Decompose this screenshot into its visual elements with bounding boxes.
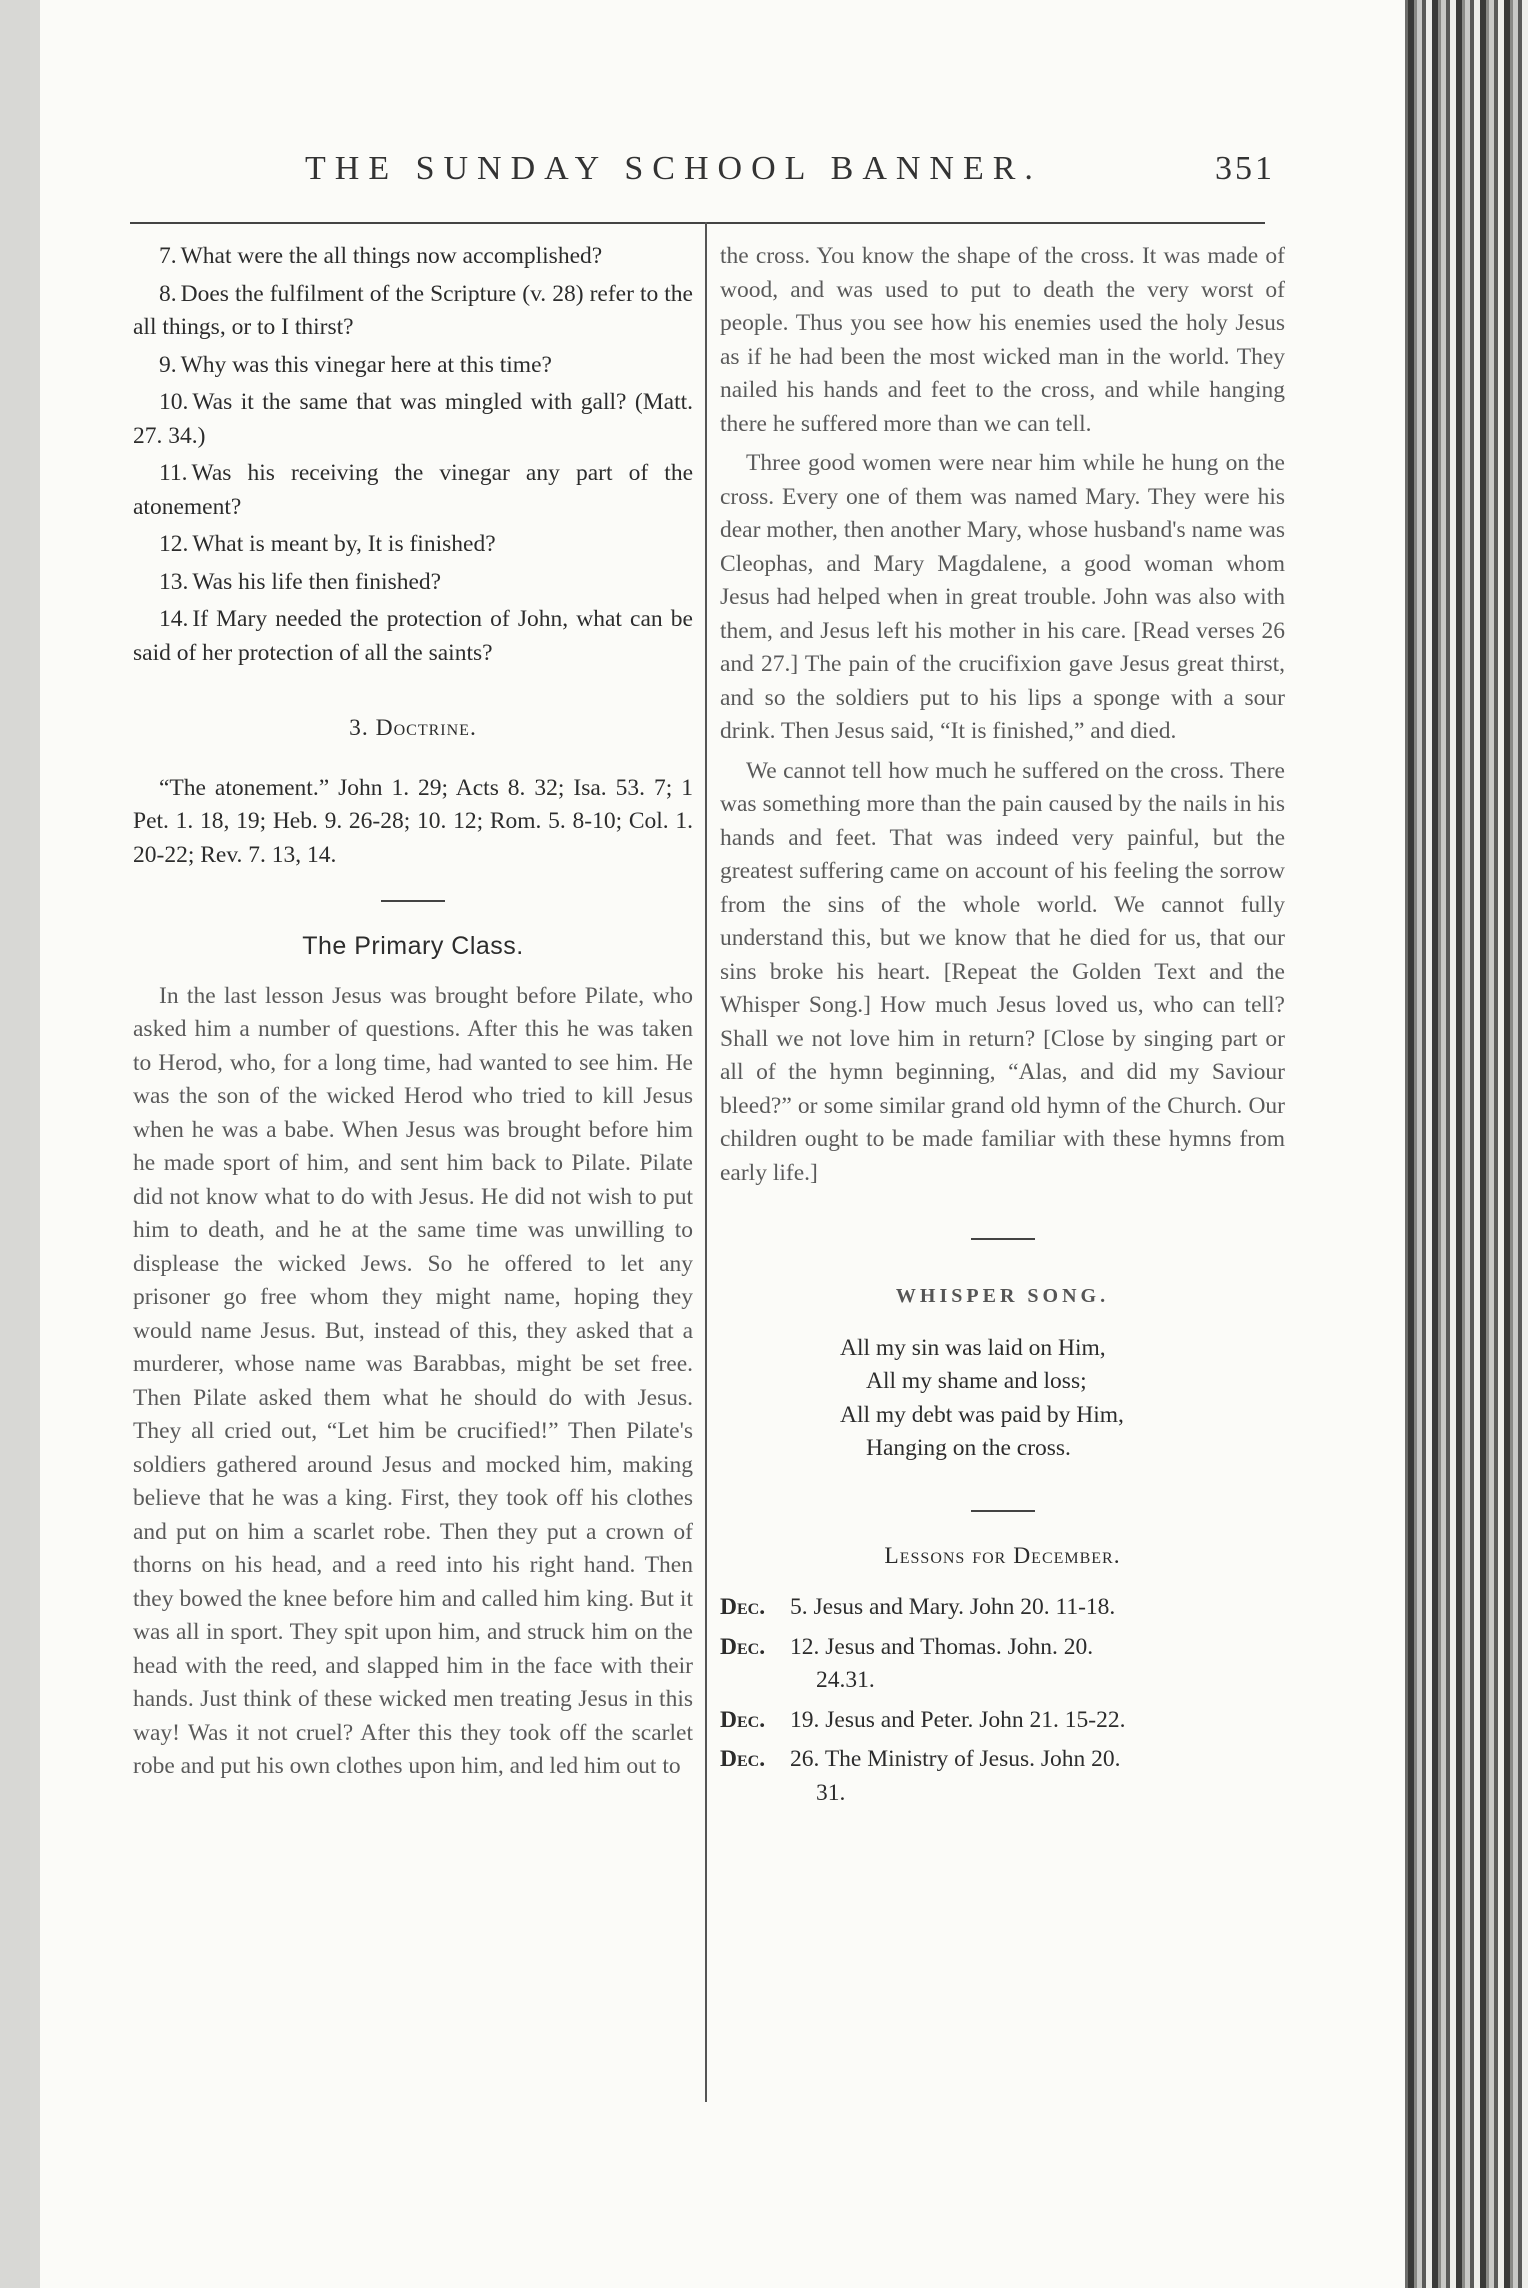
scan-margin [0,0,40,2288]
section-divider [971,1238,1035,1240]
question-13: 13. Was his life then finished? [159,568,442,595]
page-header [305,150,1275,200]
lesson-item: Dec. 26. The Ministry of Jesus. John 20. 31. [720,1746,1121,1806]
primary-paragraph-1-continued: the cross. You know the shape of the cross. It was made of wood, and was used to put to death the very worst of people. Thus you see how his enemies used the holy Jesus as if he had been the most wicked man in the world. They nailed his hands and feet to the cross, and while hanging there he suffered more than we can tell. [720,243,1285,437]
poem-line: All my sin was laid on Him, [840,1334,1106,1361]
doctrine-references: “The atonement.” John 1. 29; Acts 8. 32; Isa. 53. 7; 1 Pet. 1. 18, 19; Heb. 9. 26-28; 10. 12; Rom. 5. 8-10; Col. 1. 20-22; Rev. 7. 13, 14. [133,774,693,868]
left-column [133,240,693,1784]
question-11: 11. Was his receiving the vinegar any part of the atonement? [133,460,693,520]
poem-line: All my shame and loss; [866,1368,1087,1394]
running-title: THE SUNDAY SCHOOL BANNER. [305,150,1042,187]
column-separator [705,222,707,2102]
question-12: 12. What is meant by, It is finished? [159,531,496,557]
primary-paragraph-3: We cannot tell how much he suffered on the cross. There was something more than the pain caused by the nails in his hands and feet. That was indeed very painful, but the greatest suffering came on account of his feeling the sorrow from the sins of the whole world. We cannot fully understand this, but we know that he died for us, that our sins broke his heart. [Repeat the Golden Text and the Whisper Song.] How much Jesus loved us, who can tell? Shall we not love him in return? [Close by singing part or all of the hymn beginning, “Alas, and did my Saviour bleed?” or some similar grand old hymn of the Church. Our children ought to be made familiar with these hymns from early life.] [720,757,1285,1186]
question-8: 8. Does the fulfilment of the Scripture (v. 28) refer to the all things, or to I thirst? [133,280,693,340]
primary-paragraph-1: In the last lesson Jesus was brought before Pilate, who asked him a number of questions. After this he was taken to Herod, who, for a long time, had wanted to see him. He was the son of the wicked Herod who tried to kill Jesus when he was a babe. When Jesus was brought before him he made sport of him, and sent him back to Pilate. Pilate did not know what to do with Jesus. He did not wish to put him to death, and he at the same time was unwilling to displease the wicked Jews. So he offered to let any prisoner go free whom they might name, hoping they would name Jesus. But, instead of this, they asked that a murderer, whose name was Barabbas, might be set free. Then Pilate asked them what he should do with Jesus. They all cried out, “Let him be crucified!” Then Pilate's soldiers gathered around Jesus and mocked him, making believe that he was a king. First, they took off his clothes and put on him a scarlet robe. Then they put a crown of thorns on his head, and a reed into his right hand. Then they bowed the knee before him and called him king. But it was all in sport. They spit upon him, and struck him on the head with the reed, and slapped him in the face with their hands. Just think of these wicked men treating Jesus in this way! Was it not cruel? After this they took off the scarlet robe and put his own clothes upon him, and led him out to [133,982,693,1779]
header-rule [130,222,1265,224]
lessons-heading: Lessons for December. [884,1542,1121,1569]
lesson-item: Dec. 19. Jesus and Peter. John 21. 15-22. [720,1706,1126,1733]
section-divider [971,1510,1035,1512]
question-9: 9. Why was this vinegar here at this time? [159,351,552,378]
question-14: 14. If Mary needed the protection of John, what can be said of her protection of all the saints? [133,606,693,666]
section-divider [381,900,445,902]
page-number: 351 [1215,150,1275,187]
question-10: 10. Was it the same that was mingled with gall? (Matt. 27. 34.) [133,389,693,449]
primary-class-heading: The Primary Class. [302,932,524,960]
book-binding [1408,0,1528,2288]
poem-line: Hanging on the cross. [866,1435,1071,1461]
doctrine-heading: 3. Doctrine. [349,715,477,741]
primary-paragraph-2: Three good women were near him while he hung on the cross. Every one of them was named Mary. They were his dear mother, then another Mary, whose husband's name was Cleophas, and Mary Magdalene, a good woman whom Jesus had helped when in great trouble. John was also with them, and Jesus left his mother in his care. [Read verses 26 and 27.] The pain of the crucifixion gave Jesus great thirst, and so the soldiers put to his lips a sponge with a sour drink. Then Jesus said, “It is finished,” and died. [720,450,1285,744]
whisper-song-poem [840,1332,1285,1466]
lesson-item: Dec. 12. Jesus and Thomas. John. 20. 24.31. [720,1633,1094,1693]
poem-line: All my debt was paid by Him, [840,1401,1124,1428]
right-column [720,240,1285,1816]
question-7: 7. What were the all things now accomplished? [159,243,603,269]
whisper-song-heading: WHISPER SONG. [895,1285,1110,1307]
lesson-item: Dec. 5. Jesus and Mary. John 20. 11-18. [720,1594,1116,1620]
